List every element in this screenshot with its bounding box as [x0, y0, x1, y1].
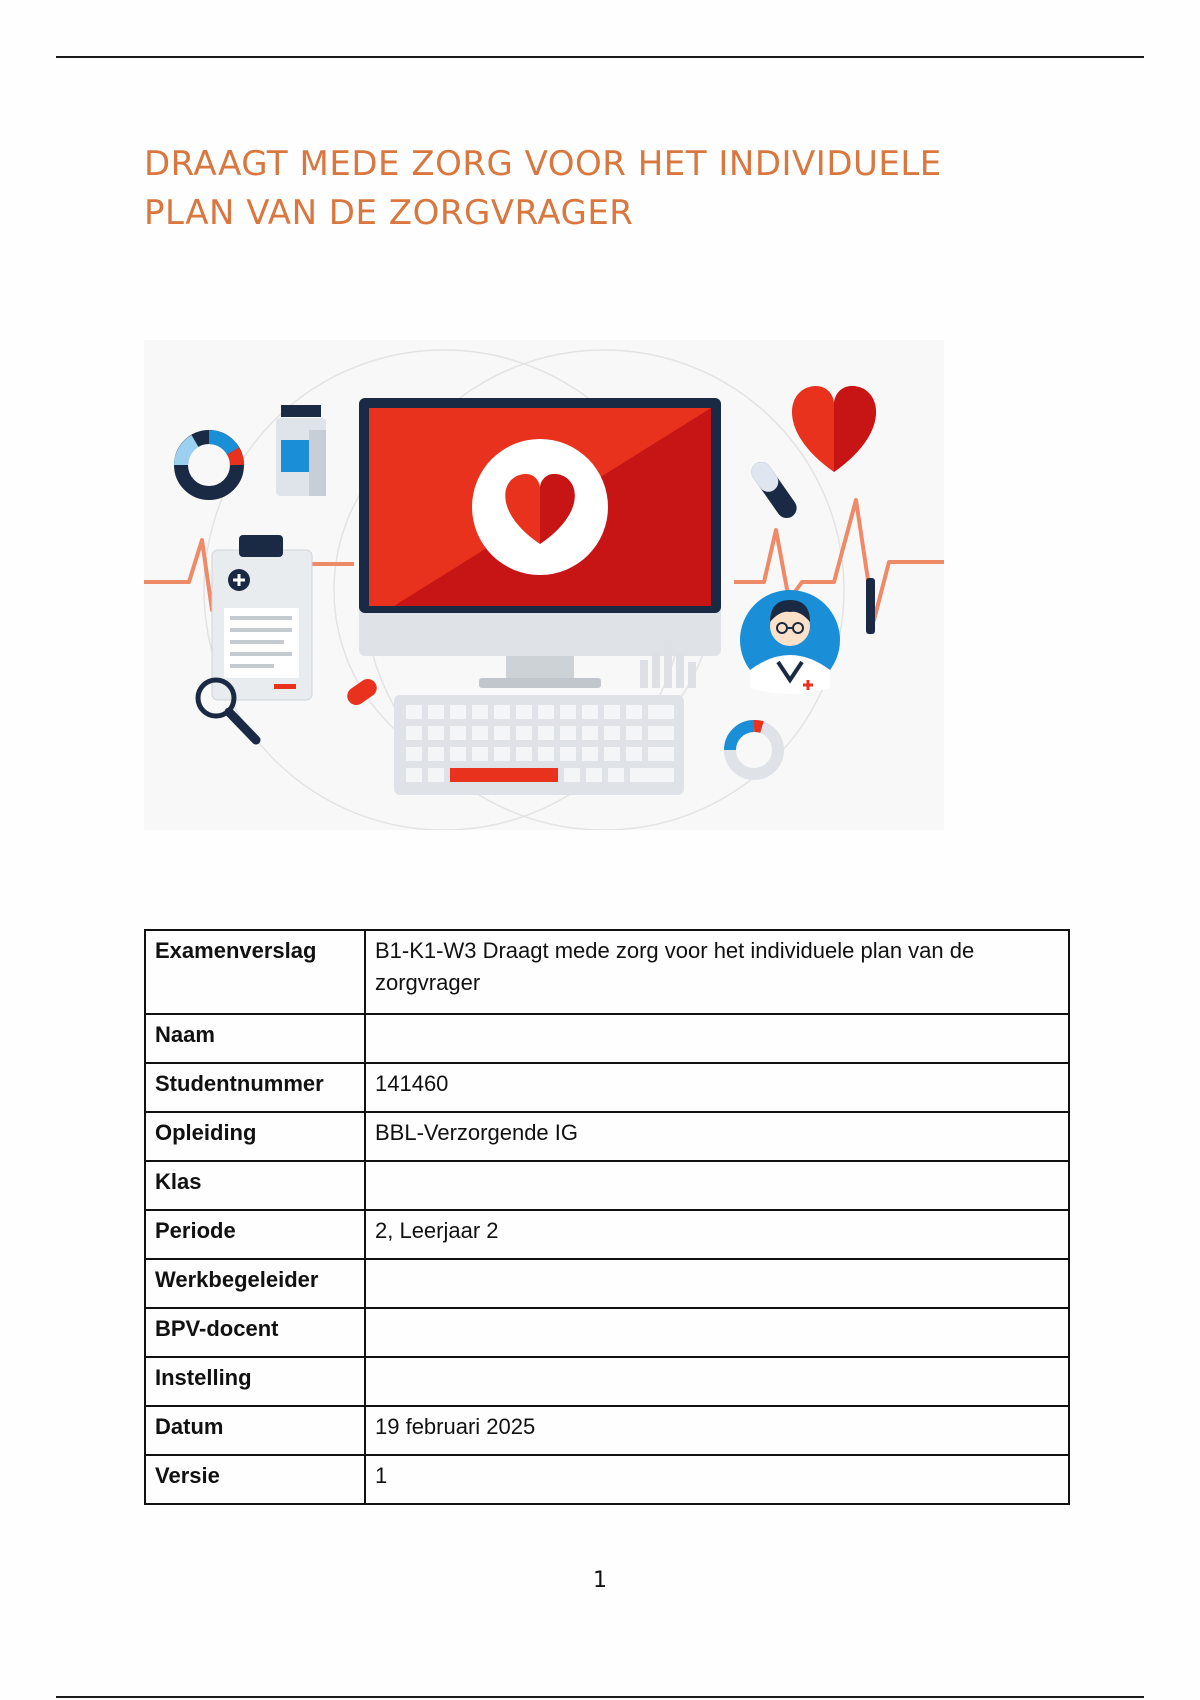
- keyboard-icon: [394, 695, 684, 795]
- table-label: Klas: [145, 1161, 365, 1210]
- table-row: [145, 1455, 1069, 1504]
- header-rule: [56, 56, 1144, 58]
- table-value: 1: [365, 1455, 1069, 1504]
- table-label: Examenverslag: [145, 930, 365, 1014]
- table-label: Versie: [145, 1455, 365, 1504]
- exam-info-table: [144, 929, 1070, 1505]
- table-value: [365, 1014, 1069, 1063]
- table-value: 141460: [365, 1063, 1069, 1112]
- clipboard-icon: [212, 535, 312, 700]
- table-value: B1-K1-W3 Draagt mede zorg voor het individuele plan van de zorgvrager: [365, 930, 1069, 1014]
- table-label: Periode: [145, 1210, 365, 1259]
- document-title: [144, 140, 1044, 238]
- table-value: [365, 1357, 1069, 1406]
- table-row: [145, 1112, 1069, 1161]
- table-label: Datum: [145, 1406, 365, 1455]
- table-row: [145, 1210, 1069, 1259]
- footer-rule: [56, 1696, 1144, 1698]
- table-value: [365, 1259, 1069, 1308]
- table-value: 2, Leerjaar 2: [365, 1210, 1069, 1259]
- table-label: Naam: [145, 1014, 365, 1063]
- table-row: [145, 1308, 1069, 1357]
- table-value: [365, 1308, 1069, 1357]
- table-row: [145, 1014, 1069, 1063]
- page-number: 1: [593, 1568, 607, 1593]
- table-row: [145, 930, 1069, 1014]
- table-label: Instelling: [145, 1357, 365, 1406]
- cover-illustration: [144, 340, 944, 830]
- title-line-1: DRAAGT MEDE ZORG VOOR HET INDIVIDUELE: [144, 144, 942, 184]
- table-value: [365, 1161, 1069, 1210]
- table-value: 19 februari 2025: [365, 1406, 1069, 1455]
- doctor-avatar-icon: [740, 590, 840, 694]
- table-row: [145, 1063, 1069, 1112]
- table-row: [145, 1357, 1069, 1406]
- medicine-bottle-icon: [276, 405, 326, 496]
- syringe-icon: [866, 578, 875, 634]
- title-line-2: PLAN VAN DE ZORGVRAGER: [144, 193, 634, 233]
- table-value: BBL-Verzorgende IG: [365, 1112, 1069, 1161]
- table-label: BPV-docent: [145, 1308, 365, 1357]
- table-label: Opleiding: [145, 1112, 365, 1161]
- table-row: [145, 1259, 1069, 1308]
- table-label: Werkbegeleider: [145, 1259, 365, 1308]
- table-row: [145, 1161, 1069, 1210]
- table-row: [145, 1406, 1069, 1455]
- table-label: Studentnummer: [145, 1063, 365, 1112]
